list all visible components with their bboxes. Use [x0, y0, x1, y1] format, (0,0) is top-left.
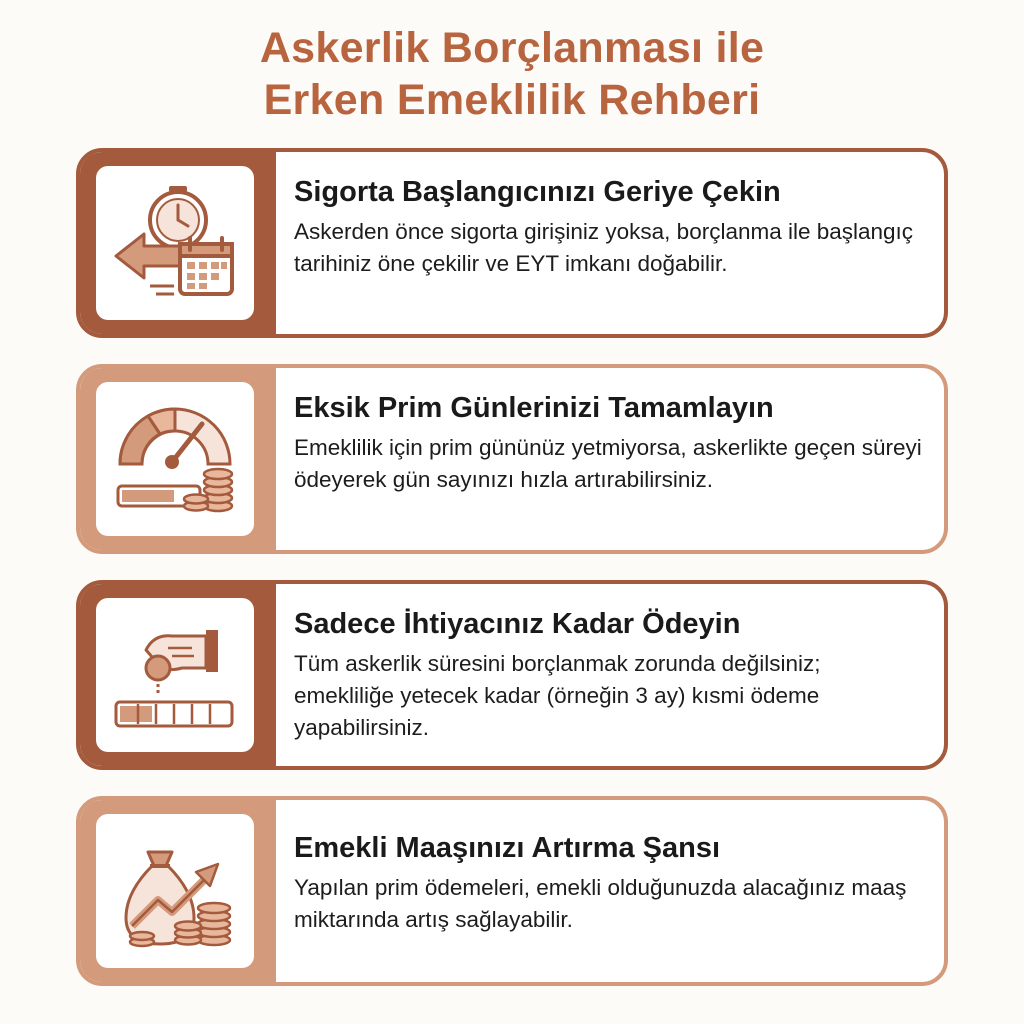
- card-description: Tüm askerlik süresini borçlanmak zorunda değilsiniz; emekliliğe yetecek kadar (örneğin 3 ay) kısmi ödeme yapabilirsiniz.: [294, 651, 821, 740]
- card-icon-panel: [80, 800, 276, 982]
- card-title: Sigorta Başlangıcınızı Geriye Çekin: [294, 176, 781, 208]
- card-icon-panel: [80, 368, 276, 550]
- card-insurance-start: [76, 148, 948, 338]
- card-title: Sadece İhtiyacınız Kadar Ödeyin: [294, 608, 741, 640]
- card-description: Askerden önce sigorta girişiniz yoksa, borçlanma ile başlangıç tarihiniz öne çekilir ve EYT imkanı doğabilir.: [294, 219, 914, 276]
- gauge-coins-progress-icon: [110, 394, 240, 524]
- card-missing-premium-days: [76, 364, 948, 554]
- title-line-2: Erken Emeklilik Rehberi: [263, 76, 761, 124]
- card-icon-panel: [80, 584, 276, 766]
- card-increase-pension: [76, 796, 948, 986]
- page-title: [0, 22, 1024, 126]
- card-title: Emekli Maaşınızı Artırma Şansı: [294, 832, 721, 864]
- hand-coin-progress-icon: [110, 610, 240, 740]
- title-line-1: Askerlik Borçlanması ile: [259, 24, 765, 72]
- card-title: Eksik Prim Günlerinizi Tamamlayın: [294, 392, 774, 424]
- card-pay-as-needed: [76, 580, 948, 770]
- money-bag-growth-icon: [110, 826, 240, 956]
- card-description: Emeklilik için prim gününüz yetmiyorsa, askerlikte geçen süreyi ödeyerek gün sayınızı hızla artırabilirsiniz.: [294, 435, 922, 492]
- card-icon-panel: [80, 152, 276, 334]
- clock-calendar-back-arrow-icon: [110, 178, 240, 308]
- card-description: Yapılan prim ödemeleri, emekli olduğunuzda alacağınız maaş miktarında artış sağlayabilir.: [294, 875, 907, 932]
